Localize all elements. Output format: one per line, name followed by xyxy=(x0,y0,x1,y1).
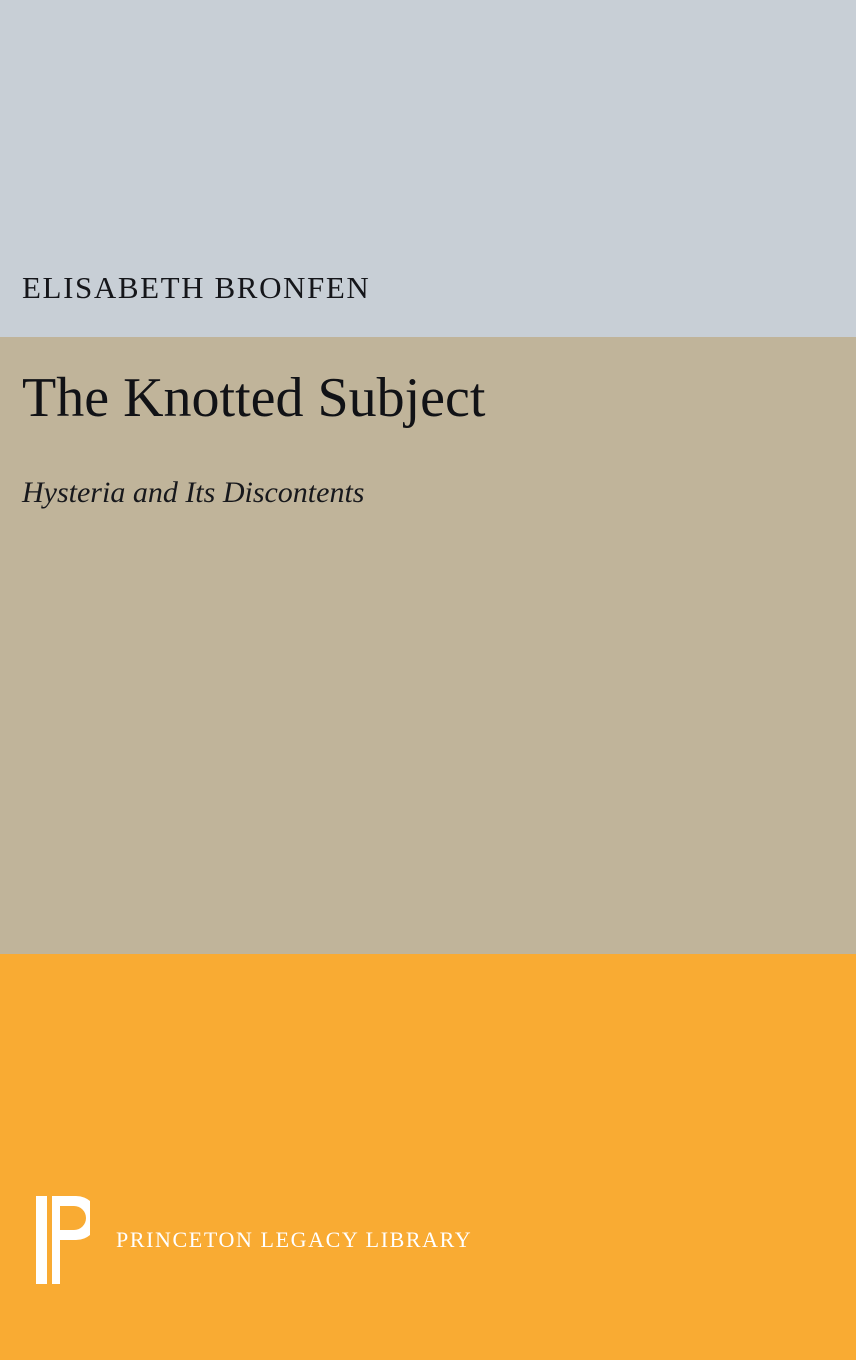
cover-bottom-band xyxy=(0,954,856,1360)
book-subtitle: Hysteria and Its Discontents xyxy=(22,476,365,509)
imprint-label: PRINCETON LEGACY LIBRARY xyxy=(116,1227,473,1252)
princeton-p-logo-icon xyxy=(36,1196,90,1284)
imprint xyxy=(36,1196,472,1284)
author-name: ELISABETH BRONFEN xyxy=(22,270,371,305)
book-title: The Knotted Subject xyxy=(22,367,486,429)
